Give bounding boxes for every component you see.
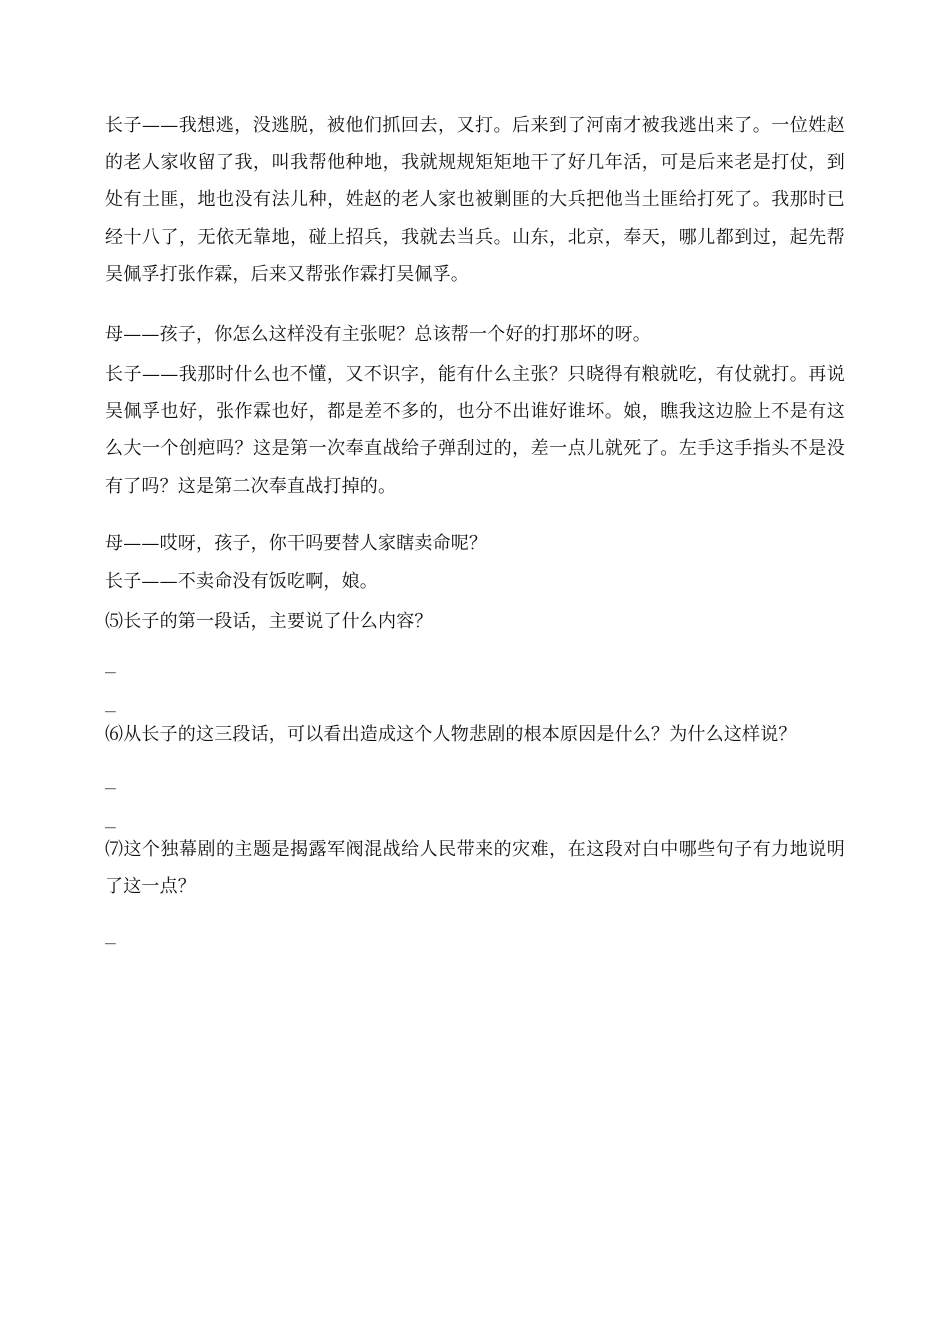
question-7: ⑺这个独幕剧的主题是揭露军阀混战给人民带来的灾难，在这段对白中哪些句子有力地说明了这一点？	[105, 839, 845, 898]
dialogue-son-1: 长子——我想逃，没逃脱，被他们抓回去，又打。后来到了河南才被我逃出来了。一位姓赵的老人家收留了我，叫我帮他种地，我就规规矩矩地干了好几年活，可是后来老是打仗，到处有土匪，地也没有法儿种，姓赵的老人家也被剿匪的大兵把他当土匪给打死了。我那时已经十八了，无依无靠地，碰上招兵，我就去当兵。山东，北京，奉天，哪儿都到过，起先帮吴佩孚打张作霖，后来又帮张作霖打吴佩孚。	[105, 115, 845, 285]
dialogue-son-3: 长子——不卖命没有饭吃啊，娘。	[105, 571, 378, 592]
dialogue-son-2: 长子——我那时什么也不懂，又不识字，能有什么主张？只晓得有粮就吃，有仗就打。再说吴佩孚也好，张作霖也好，都是差不多的，也分不出谁好谁坏。娘，瞧我这边脸上不是有这么大一个创疤吗？这是第一次奉直战给子弹刮过的，差一点儿就死了。左手这手指头不是没有了吗？这是第二次奉直战打掉的。	[105, 364, 845, 497]
answer-blank-6b[interactable]: _	[105, 808, 116, 829]
dialogue-mother-2: 母——哎呀，孩子，你干吗要替人家瞎卖命呢？	[105, 533, 488, 554]
question-6: ⑹从长子的这三段话，可以看出造成这个人物悲剧的根本原因是什么？为什么这样说？	[105, 724, 797, 745]
answer-blank-6a[interactable]: _	[105, 769, 116, 790]
dialogue-mother-1: 母——孩子，你怎么这样没有主张呢？总该帮一个好的打那坏的呀。	[105, 324, 651, 345]
answer-blank-5a[interactable]: _	[105, 653, 116, 674]
question-5: ⑸长子的第一段话，主要说了什么内容？	[105, 611, 433, 632]
answer-blank-5b[interactable]: _	[105, 692, 116, 713]
answer-blank-7a[interactable]: _	[105, 924, 116, 945]
